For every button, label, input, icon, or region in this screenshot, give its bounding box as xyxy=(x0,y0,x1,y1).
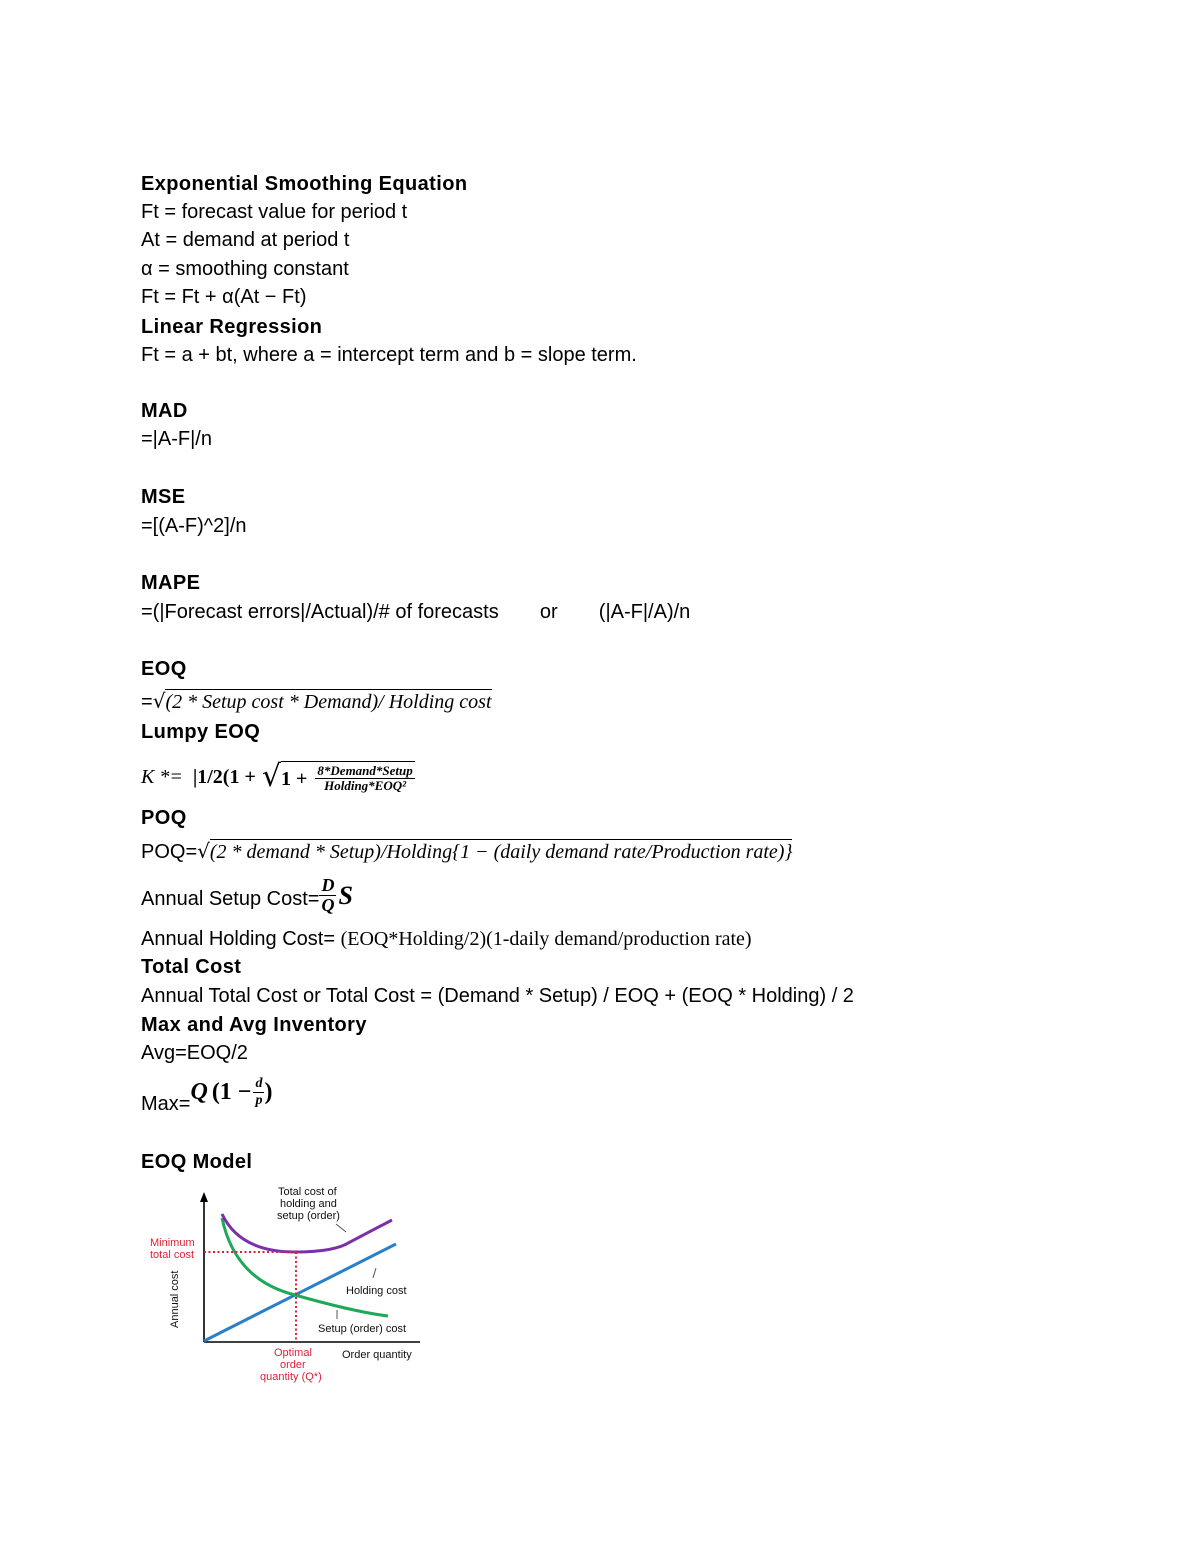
inv-max-close: ) xyxy=(264,1079,273,1106)
x-axis-label: Order quantity xyxy=(342,1349,412,1361)
inv-max-open: (1 − xyxy=(211,1079,252,1106)
lumpy-den: Holding*EOQ² xyxy=(324,777,407,793)
sqrt-icon: √ xyxy=(197,839,210,863)
setup-den: Q xyxy=(321,895,335,916)
inv-avg: Avg=EOQ/2 xyxy=(141,1042,248,1064)
holding-pointer xyxy=(373,1268,376,1278)
total-heading: Total Cost xyxy=(141,956,242,978)
poq-radicand: (2 * demand * Setup)/Holding{1 − (daily demand rate/Production rate)} xyxy=(209,841,793,863)
total-label-2: holding and xyxy=(280,1198,337,1210)
lumpy-lhs: K *= xyxy=(141,766,183,788)
exp-line-3: α = smoothing constant xyxy=(141,258,349,280)
inv-heading: Max and Avg Inventory xyxy=(141,1014,367,1036)
mad-formula: =|A-F|/n xyxy=(141,428,212,450)
eoq-prefix: = xyxy=(141,691,153,713)
lumpy-inner: 1 + xyxy=(281,767,308,790)
opt-label-1: Optimal xyxy=(274,1347,312,1359)
total-pointer xyxy=(336,1224,346,1232)
setup-num: D xyxy=(321,875,335,896)
mape-formula-a: =(|Forecast errors|/Actual)/# of forecasts xyxy=(141,601,499,623)
mape-or: or xyxy=(539,601,558,623)
total-line-1: Annual Total Cost or Total Cost = (Demand * Setup) / EOQ + (EOQ * Holding) / 2 xyxy=(141,985,854,1007)
inv-max-label: Max= xyxy=(141,1093,191,1115)
setup-label: Setup (order) cost xyxy=(318,1323,407,1335)
lumpy-formula xyxy=(141,752,415,802)
total-label-1: Total cost of xyxy=(278,1186,337,1198)
eoq-formula xyxy=(141,689,492,714)
inv-max-q: Q xyxy=(190,1079,208,1106)
exp-line-4: Ft = Ft + α(At − Ft) xyxy=(141,286,307,308)
inv-max-expression xyxy=(190,1077,272,1108)
eoq-radicand: (2 * Setup cost * Demand)/ Holding cost xyxy=(165,691,492,713)
lumpy-fraction xyxy=(315,764,414,793)
exp-heading: Exponential Smoothing Equation xyxy=(141,173,468,195)
mape-heading: MAPE xyxy=(141,572,201,594)
exp-line-1: Ft = forecast value for period t xyxy=(141,201,408,223)
lumpy-head: |1/2(1 + xyxy=(192,766,256,788)
sqrt-icon: √ xyxy=(152,689,166,713)
mape-formula xyxy=(141,600,690,624)
mape-formula-b: (|A-F|/A)/n xyxy=(598,601,691,623)
min-label-2: total cost xyxy=(150,1249,195,1261)
total-label-3: setup (order) xyxy=(277,1210,340,1222)
mse-formula: =[(A-F)^2]/n xyxy=(141,515,247,537)
holding-formula: (EOQ*Holding/2)(1-daily demand/production rate) xyxy=(340,928,752,950)
holding-cost-formula xyxy=(141,927,752,951)
setup-s: S xyxy=(338,881,353,910)
poq-prefix: POQ= xyxy=(141,841,198,863)
setup-cost-formula xyxy=(141,868,353,924)
y-axis-arrow-icon xyxy=(200,1192,208,1202)
lumpy-radicand xyxy=(281,761,415,793)
inv-max-fraction xyxy=(253,1077,264,1108)
holding-label: Annual Holding Cost= xyxy=(141,928,336,950)
min-label-1: Minimum xyxy=(150,1237,195,1249)
opt-label-3: quantity (Q*) xyxy=(260,1371,322,1383)
eoq-model-figure xyxy=(140,1180,440,1390)
mad-heading: MAD xyxy=(141,400,188,422)
setup-label: Annual Setup Cost= xyxy=(141,888,320,910)
eoq-heading: EOQ xyxy=(141,658,187,680)
mse-heading: MSE xyxy=(141,486,186,508)
inv-max-den: p xyxy=(255,1092,263,1108)
setup-fraction xyxy=(319,876,336,916)
inv-max-num: d xyxy=(255,1075,263,1091)
lumpy-heading: Lumpy EOQ xyxy=(141,721,261,743)
linreg-line-1: Ft = a + bt, where a = intercept term and b = slope term. xyxy=(141,344,637,366)
setup-cost-curve xyxy=(222,1218,388,1316)
y-axis-label: Annual cost xyxy=(169,1270,181,1328)
holding-label: Holding cost xyxy=(346,1285,407,1297)
exp-line-2: At = demand at period t xyxy=(141,229,350,251)
sqrt-icon: √ xyxy=(261,759,281,794)
inv-max-formula xyxy=(141,1070,272,1116)
poq-heading: POQ xyxy=(141,807,187,829)
poq-formula xyxy=(141,839,792,864)
model-heading: EOQ Model xyxy=(141,1151,253,1173)
linreg-heading: Linear Regression xyxy=(141,316,323,338)
opt-label-2: order xyxy=(280,1359,306,1371)
lumpy-num: 8*Demand*Setup xyxy=(317,763,413,779)
